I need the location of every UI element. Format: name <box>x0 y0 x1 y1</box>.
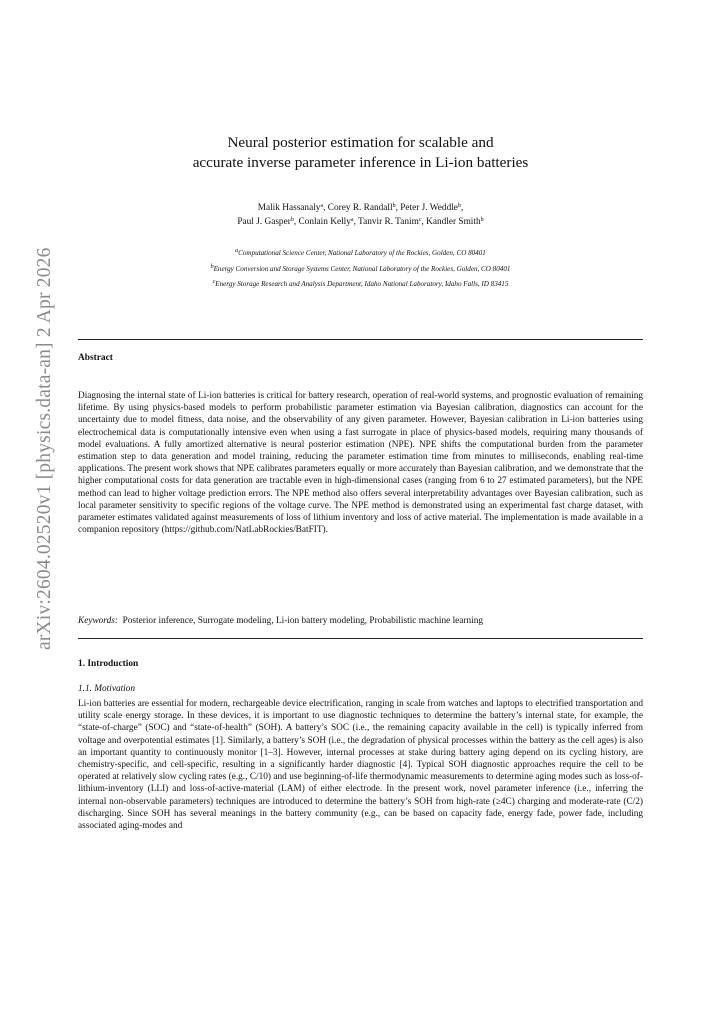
affiliation-mark: c <box>212 279 216 285</box>
affiliation-text: Energy Conversion and Storage Systems Center, National Laboratory of the Rockies, Golden, CO 80401 <box>213 264 511 273</box>
affiliation-mark: a <box>320 203 324 209</box>
affiliation-mark: b <box>210 263 214 270</box>
author-name: Conlain Kelly <box>298 217 351 227</box>
section-heading: 1. Introduction <box>78 659 139 669</box>
affiliation <box>78 262 643 278</box>
keywords-label: Keywords: <box>78 616 118 626</box>
affiliation-mark: b <box>290 217 294 223</box>
title-line: accurate inverse parameter inference in Li-ion batteries <box>192 153 529 171</box>
affiliation-mark: a <box>350 217 354 223</box>
affiliation-text: Energy Storage Research and Analysis Department, Idaho National Laboratory, Idaho Falls, ID 83415 <box>215 280 509 288</box>
subsection-heading: 1.1. Motivation <box>78 684 136 694</box>
affiliation-list <box>78 246 643 293</box>
affiliation <box>78 246 643 262</box>
affiliation <box>78 277 643 293</box>
abstract-top-rule <box>78 339 643 340</box>
affiliation-mark: b <box>480 217 484 223</box>
title-line: Neural posterior estimation for scalable and <box>227 134 494 151</box>
paper-title <box>78 133 643 172</box>
affiliation-text: Computational Science Center, National Laboratory of the Rockies, Golden, CO 80401 <box>238 249 486 257</box>
arxiv-identifier: arXiv:2604.02520v1 [physics.data-an] 2 Apr 2026 <box>34 247 55 650</box>
keywords-text: Posterior inference, Surrogate modeling, Li-ion battery modeling, Probabilistic machine learning <box>122 616 484 626</box>
author-name: Malik Hassanaly <box>257 203 321 213</box>
author-line: Malik Hassanaly$^a$, Corey R. Randall$^b$, Peter J. Weddle$^b$, <box>257 203 464 213</box>
affiliation-mark: b <box>392 203 396 209</box>
abstract-heading: Abstract <box>78 353 113 363</box>
affiliation-mark: a <box>235 248 239 254</box>
author-name: Tanvir R. Tanim <box>358 217 419 227</box>
author-list <box>78 201 643 229</box>
author-name: Corey R. Randall <box>327 203 393 213</box>
author-line: Paul J. Gasper$^b$, Conlain Kelly$^a$, Tanvir R. Tanim$^c$, Kandler Smith$^b$ <box>237 217 484 227</box>
author-name: Kandler Smith <box>426 217 481 227</box>
author-name: Paul J. Gasper <box>237 217 291 227</box>
abstract-bottom-rule <box>78 638 643 639</box>
author-name: Peter J. Weddle <box>400 203 458 213</box>
abstract-text: Diagnosing the internal state of Li-ion batteries is critical for battery research, operation of real-world systems, and prognostic evaluation of remaining lifetime. By using physics-based models to perform probabilistic parameter estimation via Bayesian calibration, diagnostics can account for the uncertainty due to model fitness, data noise, and the observability of any given parameter. However, Bayesian calibration in Li-ion batteries using electrochemical data is computationally intensive even when using a fast surrogate in place of physics-based models, requiring many thousands of model evaluations. A fully amortized alternative is neural posterior estimation (NPE). NPE shifts the computational burden from the parameter estimation step to data generation and model training, reducing the parameter estimation time from minutes to milliseconds, enabling real-time applications. The present work shows that NPE calibrates parameters equally or more accurately than Bayesian calibration, and we demonstrate that the higher computational costs for data generation are tractable even in high-dimensional cases (ranging from 6 to 27 estimated parameters), but the NPE method can lead to higher voltage prediction errors. The NPE method also offers several interpretability advantages over Bayesian calibration, such as local parameter sensitivity to specific regions of the voltage curve. The NPE method is demonstrated using an experimental fast charge dataset, with parameter estimates validated against measurements of loss of lithium inventory and loss of active material. The implementation is made available in a companion repository (https://github.com/NatLabRockies/BatFIT). <box>78 391 643 536</box>
affiliation-mark: c <box>418 217 422 223</box>
keywords <box>78 615 643 627</box>
affiliation-mark: b <box>457 203 461 209</box>
introduction-text: Li-ion batteries are essential for modern, rechargeable device electrification, ranging in scale from watches and laptops to electrified transportation and utility scale energy storage. In these devices, it is important to use diagnostic techniques to determine the battery’s internal state, for example, the “state-of-charge” (SOC) and “state-of-health” (SOH). A battery’s SOC (i.e., the remaining capacity available in the cell) is typically inferred from voltage and overpotential estimates [1]. Similarly, a battery’s SOH (i.e., the degradation of physical processes within the battery as the cell ages) is also an important quantity to continuously monitor [1–3]. However, internal processes at stake during battery aging depend on its cycling history, are chemistry-specific, and cell-specific, resulting in a significantly harder diagnostic [4]. Typical SOH diagnostic approaches require the cell to be operated at relatively slow cycling rates (e.g., C/10) and use beginning-of-life thermodynamic measurements to determine aging modes such as loss-of-lithium-inventory (LLI) and loss-of-active-material (LAM) of either electrode. In the present work, novel parameter inference (i.e., inferring the internal non-observable parameters) techniques are introduced to determine the battery’s SOH from high-rate (≥4C) charging and moderate-rate (C/2) discharging. Since SOH has several meanings in the battery community (e.g., can be based on capacity fade, energy fade, power fade, including associated aging-modes and <box>78 699 643 832</box>
